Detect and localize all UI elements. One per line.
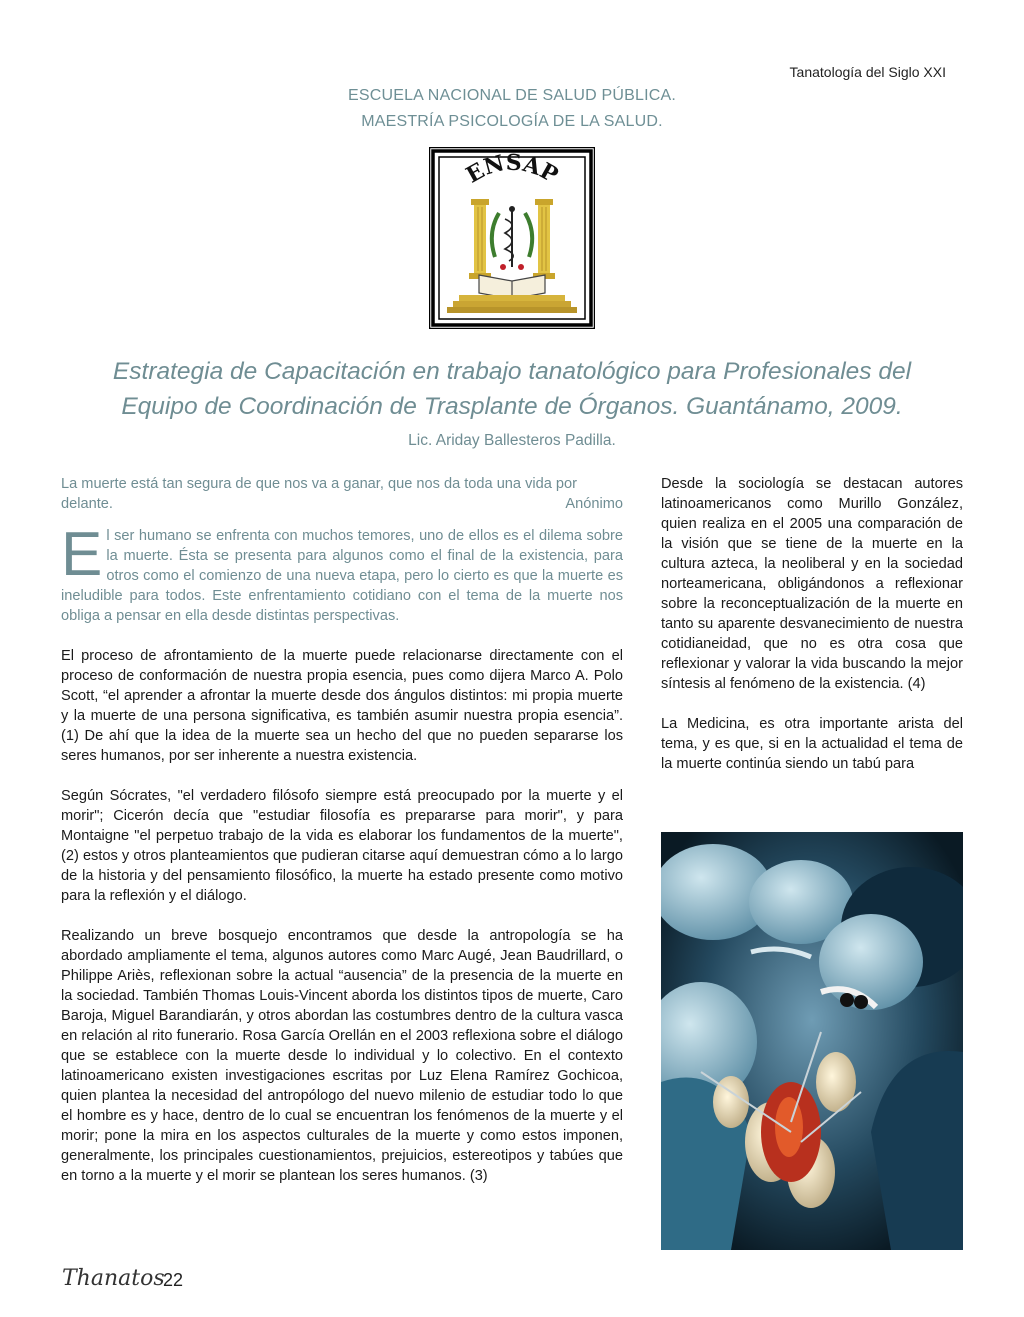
institution-line-1: ESCUELA NACIONAL DE SALUD PÚBLICA. [347, 87, 677, 104]
epigraph-author: Anónimo [565, 496, 623, 512]
body-paragraph-4: Desde la sociología se destacan autores latinoamericanos como Murillo González, quien realiza en el 2005 una comparación de la visión que se tiene de la muerte en la cultura azteca, la neoliberal y en la sociedad norteamericana, obligándonos a reflexionar sobre la reconceptualización de la muerte en tanto su aparente desvanecimiento de nuestra cotidianeidad, que no es otra cosa que reflexionar y valorar la vida buscando la mejor síntesis al fenómeno de la existencia. (4) [661, 476, 963, 692]
body-paragraph-1: El proceso de afrontamiento de la muerte puede relacionarse directamente con el proceso de conformación de nuestra propia esencia, pues como dijera Marco A. Polo Scott, “el aprender a afrontar la muerte desde dos ángulos distintos: mi propia muerte y la muerte de una persona significativa, es también asumir nuestra propia esencia”. (1) De ahí que la idea de la muerte sea un hecho del que no pueden separarse los seres humanos, por ser inherente a nuestra existencia. [61, 648, 623, 764]
magazine-name: Thanatos [62, 1266, 165, 1291]
surgery-photo [661, 832, 963, 1250]
drop-cap: E [61, 520, 103, 589]
intro-paragraph [61, 520, 623, 626]
body-paragraph-2: Según Sócrates, "el verdadero filósofo siempre está preocupado por la muerte y el morir"; Cicerón decía que "estudiar filosofía es prepararse para morir", y para Montaigne "el perpetuo trabajo de la vida es elaborar los fundamentos de la muerte", (2) estos y otros planteamientos que pudieran citarse aquí demuestran cómo a lo largo de la historia y del pensamiento filosófico, la muerte ha estado presente como motivo para la reflexión y el diálogo. [61, 788, 623, 904]
body-paragraph-5: La Medicina, es otra importante arista del tema, y es que, si en la actualidad el tema de la muerte continúa siendo un tabú para [661, 716, 963, 772]
body-paragraph-3: Realizando un breve bosquejo encontramos que desde la antropología se ha abordado ampliamente el tema, algunos autores como Marc Augé, Jean Baudrillard, o Philippe Ariès, reflexionan sobre la actual “ausencia” de la presencia de la muerte en la sociedad. También Thomas Louis-Vincent aborda los distintos tipos de muerte, Caro Baroja, Miguel Barandiarán, y otros abordan las costumbres dentro de la cultura vasca en relación al rito funerario. Rosa García Orellán en el 2003 reflexiona sobre el diálogo que se establece con la muerte desde lo individual y lo colectivo. En el contexto latinoamericano existen investigaciones escritas por Luz Elena Ramírez Gochicoa, quien plantea la necesidad del antropólogo del nuevo milenio de estudiar todo lo que el hombre es y hace, dentro de lo cual se encuentran los fenómenos de la muerte y el morir; pone la mira en los aspectos culturales de la muerte y como estos imponen, generalmente, los principales cuestionamientos, prejuicios, estereotipos y tabúes que en torno a la muerte y el morir se plantean los seres humanos. (3) [61, 928, 623, 1184]
logo-text: ENSAP [461, 149, 563, 189]
right-column [661, 474, 963, 794]
ensap-logo [429, 147, 595, 329]
epigraph [61, 474, 623, 514]
institution-line-2: MAESTRÍA PSICOLOGÍA DE LA SALUD. [361, 113, 663, 130]
article-author: Lic. Ariday Ballesteros Padilla. [408, 432, 616, 449]
running-header: Tanatología del Siglo XXI [789, 64, 946, 80]
article-title-line-2: Equipo de Coordinación de Trasplante de Órganos. Guantánamo, 2009. [121, 393, 903, 420]
epigraph-text: La muerte está tan segura de que nos va a ganar, que nos da toda una vida por delante. [61, 476, 578, 512]
left-column [61, 474, 623, 1206]
page-number: 22 [163, 1270, 184, 1290]
article-title-line-1: Estrategia de Capacitación en trabajo tanatológico para Profesionales del [112, 358, 912, 385]
intro-text: l ser humano se enfrenta con muchos temores, uno de ellos es el dilema sobre la muerte. Ésta se presenta para algunos como el final de la existencia, para otros como el comienzo de una nueva etapa, pero lo cierto es que la muerte es ineludible para todos. Este enfrentamiento cotidiano con el tema de la muerte nos obliga a pensar en ella desde distintas perspectivas. [61, 528, 623, 624]
article-title [60, 354, 964, 424]
